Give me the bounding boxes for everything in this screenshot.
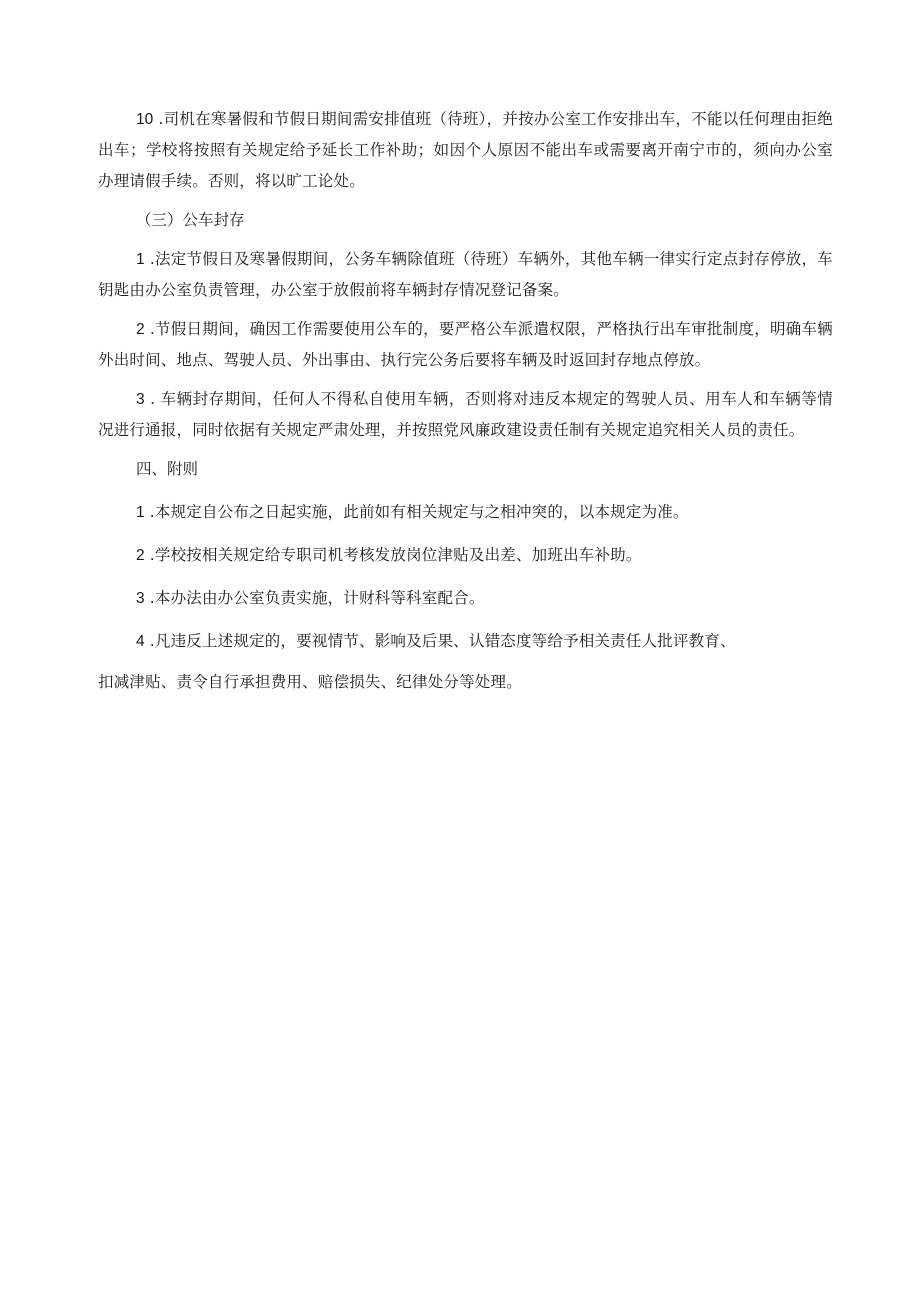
item-number: 2 xyxy=(136,321,145,338)
item-text: . 车辆封存期间，任何人不得私自使用车辆，否则将对违反本规定的驾驶人员、用车人和车辆等情况进行通报，同时依据有关规定严肃处理，并按照党风廉政建设责任制有关规定追究相关人员的责任。 xyxy=(98,390,833,439)
section-heading-3: （三）公车封存 xyxy=(136,211,245,229)
section4-item-4-continuation: 扣减津贴、责令自行承担费用、赔偿损失、纪律处分等处理。 xyxy=(98,673,522,691)
item-number: 3 xyxy=(136,391,145,408)
section3-item-1 xyxy=(98,244,833,306)
item-text: .本办法由办公室负责实施，计财科等科室配合。 xyxy=(144,589,485,607)
item-number: 10 xyxy=(136,111,154,128)
item-text: .节假日期间，确因工作需要使用公车的，要严格公车派遣权限，严格执行出车审批制度，明确车辆外出时间、地点、驾驶人员、外出事由、执行完公务后要将车辆及时返回封存地点停放。 xyxy=(98,320,833,369)
section4-item-2 xyxy=(98,540,833,571)
item-text: .学校按相关规定给专职司机考核发放岗位津贴及出差、加班出车补助。 xyxy=(144,546,642,564)
item-number: 2 xyxy=(136,547,145,564)
section3-item-2 xyxy=(98,314,833,376)
item-number: 3 xyxy=(136,590,145,607)
section4-item-3 xyxy=(98,583,833,614)
section4-item-1 xyxy=(98,497,833,528)
document-body xyxy=(98,104,833,702)
item-text: .凡违反上述规定的，要视情节、影响及后果、认错态度等给予相关责任人批评教育、 xyxy=(144,632,736,650)
paragraph-item-10 xyxy=(98,104,833,197)
section-heading-4: 四、附则 xyxy=(136,460,199,478)
item-text: .法定节假日及寒暑假期间，公务车辆除值班（待班）车辆外，其他车辆一律实行定点封存停放，车钥匙由办公室负责管理，办公室于放假前将车辆封存情况登记备案。 xyxy=(98,250,833,299)
item-number: 1 xyxy=(136,504,145,521)
section3-item-3 xyxy=(98,384,833,446)
item-text: .司机在寒暑假和节假日期间需安排值班（待班），并按办公室工作安排出车，不能以任何理由拒绝出车；学校将按照有关规定给予延长工作补助；如因个人原因不能出车或需要离开南宁市的，须向办公室办理请假手续。否则，将以旷工论处。 xyxy=(98,110,833,190)
item-number: 1 xyxy=(136,251,145,268)
section4-item-4 xyxy=(98,626,833,657)
item-number: 4 xyxy=(136,633,145,650)
item-text: .本规定自公布之日起实施，此前如有相关规定与之相冲突的，以本规定为准。 xyxy=(144,503,689,521)
